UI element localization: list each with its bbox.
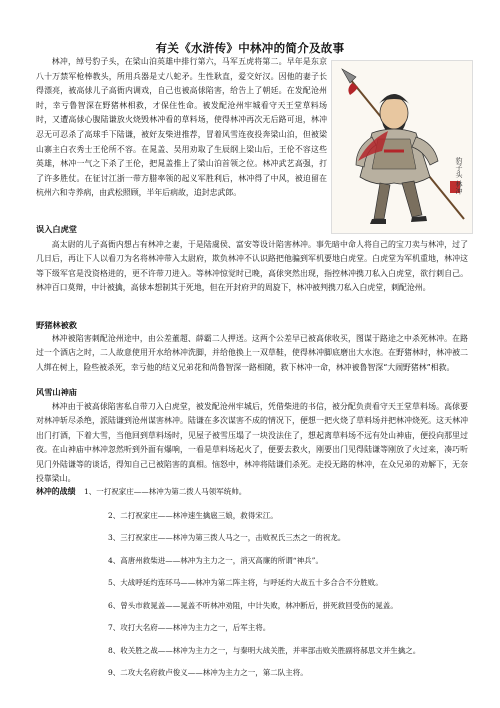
section-text-yezhulin: 林冲被陷害刺配沧州途中，由公差董超、薛霸二人押送。这两个公差早已被高俅收买，图谋于路途之中杀死林冲。在路过一个酒店之时，二人故意使用开水给林冲洗脚，并给他换上一双草鞋，使得林冲脚底磨出大水泡。在野猪林时，林冲被二人绑在树上，险些被杀死，幸亏他的结义兄弟花和尚鲁智深一路相随，救下林冲一命，林冲被鲁智深“大闹野猪林”相救。 <box>36 334 468 372</box>
intro-paragraph: 林冲，绰号豹子头，在梁山泊英雄中排行第六，马军五虎将第二。早年是东京八十万禁军枪棒教头，所用兵器是丈八蛇矛。生性耿直，爱交好汉。因他的妻子长得漂亮，被高俅儿子高衙内调戏，自己也被高俅陷害，给告上了朝廷。在发配沧州时，幸亏鲁智深在野猪林相救，才保住性命。被发配沧州牢城看守天王堂草料场时，又遭高俅心腹陆谦放火烧毁林冲看的草料场，使得林冲再次无后路可退，林冲忍无可忍杀了高球手下陆谦，被好友柴进推荐，冒着风雪连夜投奔梁山泊，但被梁山寨主白衣秀士王伦所不容。在晁盖、吴用劝取了生辰纲上梁山后，王伦不容这些英雄，林冲一气之下杀了王伦，把晁盖推上了梁山泊首领之位。林冲武艺高强，打了许多胜仗。在征讨江浙一带方腊率领的起义军胜利后，林冲得了中风，被迫留在杭州六和寺养病，由武松照顾，半年后病故，追封忠武郎。 <box>36 57 327 198</box>
section-title-baihutang: 误入白虎堂 <box>36 224 77 234</box>
page-title: 有关《水浒传》中林冲的简介及故事 <box>155 41 345 55</box>
warrior-portrait-icon <box>332 61 472 233</box>
battle-item: 3、三打祝家庄——林冲为第三拨人马之一，击败祝氏三杰之一的祝龙。 <box>108 533 346 542</box>
battle-item: 2、二打祝家庄——林冲速生擒扈三娘，救得宋江。 <box>108 511 278 520</box>
section-title-yezhulin: 野猪林被救 <box>36 320 77 330</box>
battle-item: 9、二攻大名府救卢俊义——林冲为主力之一，第二队主将。 <box>108 668 308 677</box>
battle-item: 7、攻打大名府——林冲为主力之一，后军主将。 <box>108 623 271 632</box>
portrait-image <box>331 60 473 234</box>
battles-heading <box>36 486 246 497</box>
section-text-shanshenmiao: 林冲由于被高俅陷害私自带刀入白虎堂，被发配沧州牢城后，凭借柴进的书信，被分配负责看守天王堂草料场。高俅要对林冲斩尽杀绝，派陆谦到沧州谋害林冲。陆谦在多次谋害不成的情况下，便想一把火烧了草料场并把林冲烧死。这天林冲出门打酒，下着大雪，当他回到草料场时，见屋子被雪压塌了一块没法住了，想起离草料场不远有处山神庙，便投向那里过夜。在山神庙中林冲忽然听到外面有爆响，一看是草料场起火了，便要去救火，刚要出门见得陆谦等刚放了火过来，凑巧听见门外陆谦等的谈话，得知自己已被陷害的真相。恼怒中，林冲将陆谦们杀死。走投无路的林冲，在众兄弟的劝解下，无奈投靠梁山。 <box>36 402 468 484</box>
section-text-baihutang: 高太尉的儿子高衙内想占有林冲之妻，于是陆虞侯、富安等设计陷害林冲。事先暗中命人将自己的宝刀卖与林冲，过了几日后，再让下人以看刀为名将林冲带入太尉府，欺负林冲不认识路把他骗到军机要地白虎堂。白虎堂为军机重地，林冲这等下级军官是没资格进的，更不许带刀进入。等林冲惊觉时已晚，高俅突然出现，指控林冲携刀私入白虎堂，欲行刺自己。林冲百口莫辩，中计被擒，高俅本想制其于死地，但在开封府尹的周旋下，林冲被判携刀私入白虎堂，刺配沧州。 <box>36 240 468 293</box>
battle-item: 1、一打祝家庄——林冲为第二拨人马领军统帅。 <box>83 487 247 496</box>
battles-title: 林冲的战绩 <box>36 487 76 496</box>
portrait-caption: 豹子头 林冲 <box>455 157 463 195</box>
battle-item: 6、曾头市救晁盖——晁盖不听林冲劝阻，中计失败，林冲断后，拼死救回受伤的晁盖。 <box>108 601 398 610</box>
battle-item: 8、收关胜之战——林冲为主力之一，与秦明大战关胜，并率部击败关胜副将郝思文并生擒之。 <box>108 646 421 655</box>
section-title-shanshenmiao: 风雪山神庙 <box>36 387 77 397</box>
battle-item: 4、高唐州救柴进——林冲为主力之一，消灭高廉的所谓“神兵”。 <box>108 556 323 565</box>
battle-item: 5、大战呼延灼连环马——林冲为第二阵主将，与呼延灼大战五十多合合不分胜败。 <box>108 578 383 587</box>
